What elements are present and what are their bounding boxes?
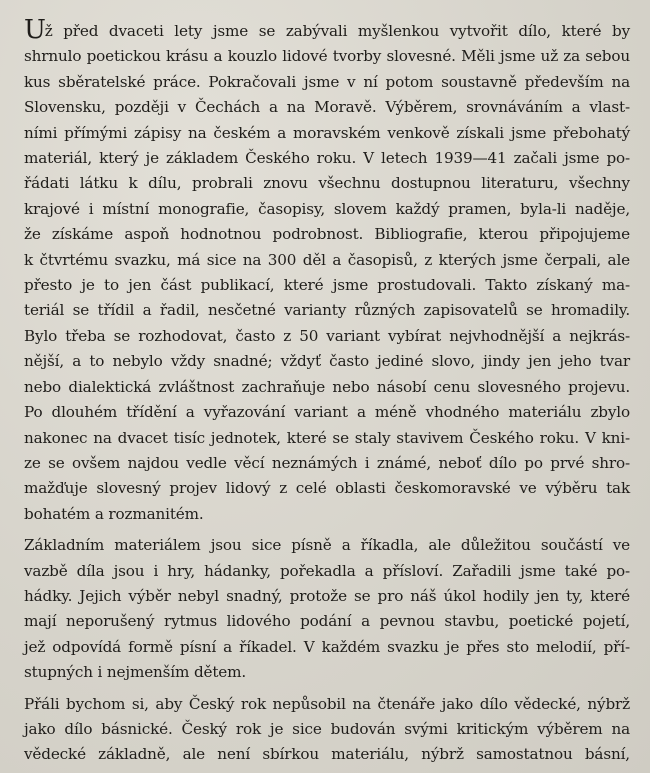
text-line: Už před dvaceti lety jsme se zabývali myšlenkou vytvořit dílo, které by <box>24 15 630 45</box>
text-line: Slovensku, později v Čechách a na Moravě. Výběrem, srovnáváním a vlast- <box>24 98 630 117</box>
text-line: řádati látku k dílu, probrali znovu všechnu dostupnou literaturu, všechny <box>24 174 630 193</box>
text-line: vědecké základně, ale není sbírkou materiálu, nýbrž samostatnou básní, <box>24 745 630 764</box>
text-line: mažďuje slovesný projev lidový z celé oblasti českomoravské ve výběru tak <box>24 479 630 498</box>
text-line: materiál, který je základem Českého roku. V letech 1939—41 začali jsme po- <box>24 149 630 168</box>
text-line: nější, a to nebylo vždy snadné; vždyť často jediné slovo, jindy jen jeho tvar <box>24 352 630 371</box>
text-line: bohatém a rozmanitém. <box>24 504 204 523</box>
text-line: teriál se třídil a řadil, nesčetné varianty různých zapisovatelů se hromadily. <box>24 301 630 320</box>
text-line: ními přímými zápisy na českém a moravském venkově získali jsme přebohatý <box>24 123 630 142</box>
text-line: nakonec na dvacet tisíc jednotek, které se staly stavivem Českého roku. V kni- <box>24 428 630 447</box>
drop-cap: U <box>24 15 46 45</box>
text-line: Bylo třeba se rozhodovat, často z 50 variant vybírat nejvhodnější a nejkrás- <box>24 326 630 345</box>
text-line: Přáli bychom si, aby Český rok nepůsobil na čtenáře jako dílo vědecké, nýbrž <box>24 694 630 713</box>
text-line: přesto je to jen část publikací, které jsme prostudovali. Takto získaný ma- <box>24 276 630 295</box>
text-line: k čtvrtému svazku, má sice na 300 děl a časopisů, z kterých jsme čerpali, ale <box>24 250 630 269</box>
paragraph-2 <box>24 533 630 685</box>
text-line: Základním materiálem jsou sice písně a říkadla, ale důležitou součástí ve <box>24 536 630 555</box>
text-line: krajové i místní monografie, časopisy, slovem každý pramen, byla-li naděje, <box>24 199 630 218</box>
paragraph-3 <box>24 692 630 768</box>
text-line: shrnulo poetickou krásu a kouzlo lidové tvorby slovesné. Měli jsme už za sebou <box>24 47 630 66</box>
text-line: kus sběratelské práce. Pokračovali jsme v ní potom soustavně především na <box>24 72 630 91</box>
text-line: stupných i nejmenším dětem. <box>24 663 247 682</box>
text-line: mají neporušený rytmus lidového podání a pevnou stavbu, poetické pojetí, <box>24 612 630 631</box>
text-line: Po dlouhém třídění a vyřazování variant a méně vhodného materiálu zbylo <box>24 403 630 422</box>
text-line: hádky. Jejich výběr nebyl snadný, protože se pro náš úkol hodily jen ty, které <box>24 586 630 605</box>
text-line: jako dílo básnické. Český rok je sice budován svými kritickým výběrem na <box>24 719 630 738</box>
text-line: vazbě díla jsou i hry, hádanky, pořekadla a přísloví. Zařadili jsme také po- <box>24 561 630 580</box>
paragraph-1 <box>24 15 630 527</box>
text-line: že získáme aspoň hodnotnou podrobnost. Bibliografie, kterou připojujeme <box>24 225 630 244</box>
text-line: nebo dialektická zvláštnost zachraňuje nebo násobí cenu slovesného projevu. <box>24 377 630 396</box>
text-line: ze se ovšem najdou vedle věcí neznámých i známé, neboť dílo po prvé shro- <box>24 453 630 472</box>
text-line: jež odpovídá formě písní a říkadel. V každém svazku je přes sto melodií, pří- <box>24 637 630 656</box>
